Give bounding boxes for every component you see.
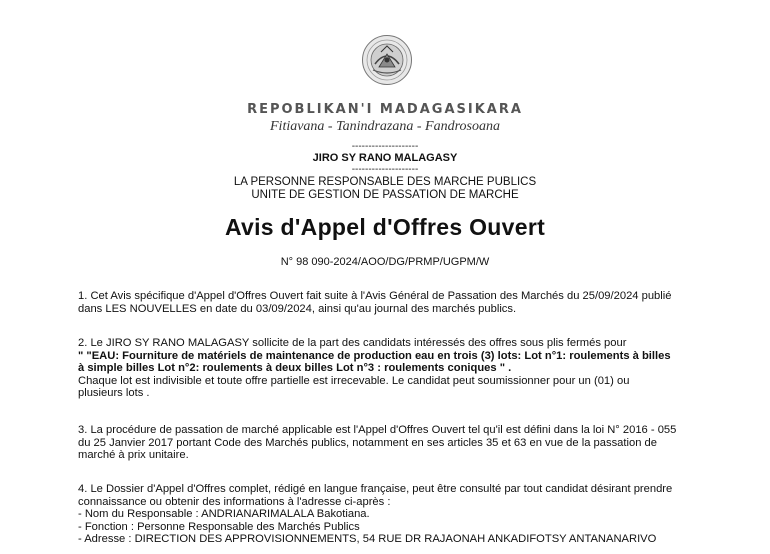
paragraph-3 [78, 424, 720, 462]
paragraph-4 [78, 483, 720, 546]
organization-name: JIRO SY RANO MALAGASY [312, 152, 458, 164]
paragraph-1-line-1: 1. Cet Avis spécifique d'Appel d'Offres Ouvert fait suite à l'Avis Général de Passation des Marchés du 25/09/2024 publié [78, 290, 672, 302]
page-title: Avis d'Appel d'Offres Ouvert [224, 214, 546, 240]
responsible-address: - Adresse : DIRECTION DES APPROVISIONNEMENTS, 54 RUE DR RAJAONAH ANKADIFOTSY ANTANANARIVO [78, 533, 657, 545]
paragraph-4-line-2: connaissance ou obtenir des informations à l'adresse ci-après : [78, 495, 391, 508]
reference-number: N° 98 090-2024/AOO/DG/PRMP/UGPM/W [280, 256, 490, 268]
separator-top: -------------------- [351, 141, 419, 152]
paragraph-2-line-5: plusieurs lots . [78, 387, 150, 399]
paragraph-3-line-3: marché à prix unitaire. [78, 449, 189, 461]
republic-name: REPOBLIKAN'I MADAGASIKARA [247, 102, 523, 117]
paragraph-2-line-4: Chaque lot est indivisible et toute offre partielle est irrecevable. Le candidat peut soumissionner pour un (01) ou [78, 374, 630, 387]
national-seal-icon [361, 34, 413, 86]
paragraph-2-line-2: " "EAU: Fourniture de matériels de maintenance de production eau en trois (3) lots: Lot n°1: roulements à billes [78, 349, 671, 362]
paragraph-3-line-1: 3. La procédure de passation de marché applicable est l'Appel d'Offres Ouvert tel qu'il est défini dans la loi N° 2016 - 055 [78, 424, 677, 436]
paragraph-2-line-1: 2. Le JIRO SY RANO MALAGASY sollicite de la part des candidats intéressés des offres sous plis fermés pour [78, 337, 627, 349]
national-motto: Fitiavana - Tanindrazana - Fandrosoana [270, 119, 500, 134]
paragraph-1-line-2: dans LES NOUVELLES en date du 03/09/2024, ainsi qu'au journal des marchés publics. [78, 302, 517, 315]
paragraph-1 [78, 290, 720, 315]
responsible-function: - Fonction : Personne Responsable des Marchés Publics [78, 520, 360, 533]
paragraph-3-line-2: du 25 Janvier 2017 portant Code des Marchés publics, notamment en ses articles 35 et 63 en vue de la passation de [78, 436, 657, 449]
paragraph-2 [78, 337, 720, 400]
prmp-line-2: UNITE DE GESTION DE PASSATION DE MARCHE [251, 189, 519, 201]
prmp-line-1: LA PERSONNE RESPONSABLE DES MARCHE PUBLICS [233, 176, 537, 188]
separator-bottom: -------------------- [351, 164, 419, 175]
responsible-name: - Nom du Responsable : ANDRIANARIMALALA Bakotiana. [78, 508, 370, 520]
paragraph-2-line-3: à simple billes Lot n°2: roulements à deux billes Lot n°3 : roulements coniques " . [78, 362, 512, 374]
prmp-heading [0, 176, 770, 202]
paragraph-4-line-1: 4. Le Dossier d'Appel d'Offres complet, rédigé en langue française, peut être consulté par tout candidat désirant prendre [78, 483, 673, 495]
